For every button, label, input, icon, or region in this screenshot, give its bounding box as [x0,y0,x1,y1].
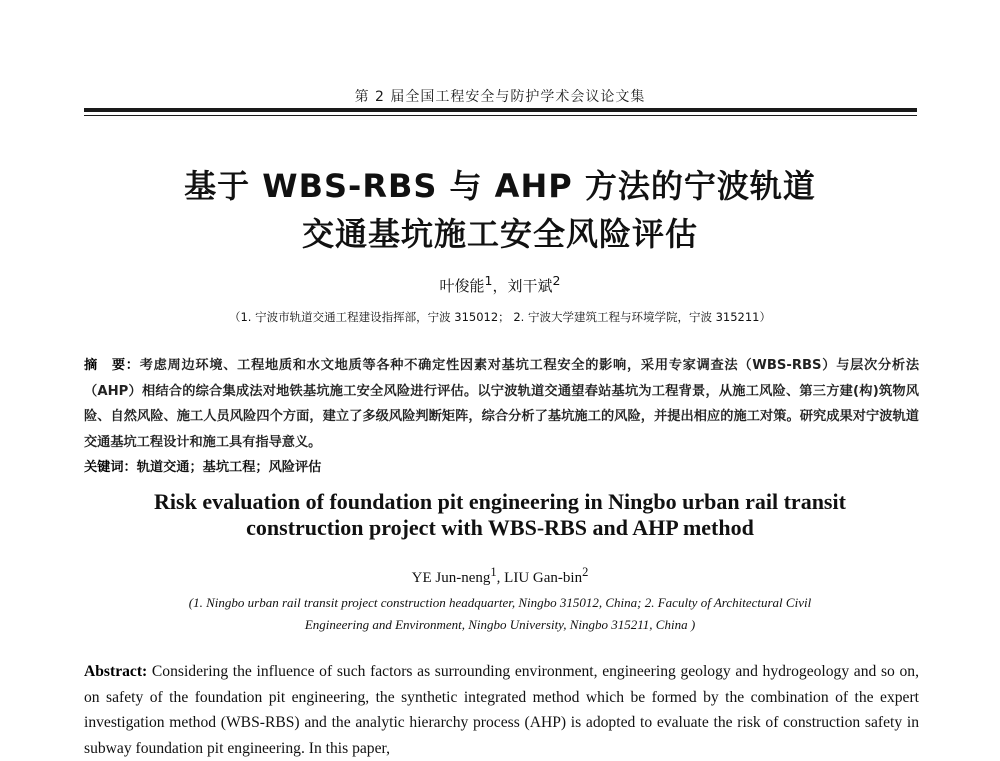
title-en-line1: Risk evaluation of foundation pit engineering in Ningbo urban rail transit [154,489,846,514]
abstract-cn [84,353,919,455]
title-en-line2: construction project with WBS-RBS and AHP method [246,515,754,540]
abstract-cn-text: 考虑周边环境、工程地质和水文地质等各种不确定性因素对基坑工程安全的影响，采用专家调查法（WBS-RBS）与层次分析法（AHP）相结合的综合集成法对地铁基坑施工安全风险进行评估。以宁波轨道交通望春站基坑为工程背景，从施工风险、第三方建(构)筑物风险、自然风险、施工人员风险四个方面，建立了多级风险判断矩阵，综合分析了基坑施工的风险，并提出相应的施工对策。研究成果对宁波轨道交通基坑工程设计和施工具有指导意义。 [84,358,920,450]
abstract-en-label: Abstract: [84,663,148,680]
author-cn-1-sup: 1 [484,273,493,288]
title-cn-line2: 交通基坑施工安全风险评估 [301,215,698,253]
paper-title-en [0,489,1000,541]
author-cn-1: 叶俊能 [439,277,485,295]
author-cn-2-sup: 2 [552,273,561,288]
title-cn-line1: 基于 WBS-RBS 与 AHP 方法的宁波轨道 [184,167,816,205]
author-en-2: LIU Gan-bin [504,570,583,586]
author-cn-separator: ， [492,277,508,295]
authors-cn [0,273,1000,296]
paper-title-cn [0,162,1000,258]
running-header: 第 2 届全国工程安全与防护学术会议论文集 [354,89,646,105]
abstract-en-text: Considering the influence of such factors as surrounding environment, engineering geology and hydrogeology and so on, on safety of the foundation pit engineering, the synthetic integrated method which be formed by the combination of the expert investigation method (WBS-RBS) and the analytic hierarchy process (AHP) is adopted to evaluate the risk of construction safety in subway foundation pit engineering. In this paper, [84,663,919,757]
author-en-separator: , [496,570,505,586]
header-rule-thin [84,115,917,116]
author-en-1-sup: 1 [490,565,497,579]
authors-en [0,565,1000,587]
affiliation-en [0,592,1000,636]
author-en-2-sup: 2 [582,565,589,579]
author-en-1: YE Jun-neng [411,570,491,586]
header-rule-thick [84,108,917,112]
affiliation-en-line2: Engineering and Environment, Ningbo University, Ningbo 315211, China ) [304,617,696,632]
keywords-cn-label: 关键词： [84,460,137,475]
keywords-cn [84,456,919,475]
author-cn-2: 刘干斌 [507,277,553,295]
abstract-cn-label: 摘 要： [84,358,140,373]
affiliation-en-line1: (1. Ningbo urban rail transit project construction headquarter, Ningbo 315012, China; 2. Faculty of Architectural Civil [188,595,812,610]
abstract-en [84,659,919,761]
keywords-cn-text: 轨道交通；基坑工程；风险评估 [136,460,322,475]
affiliation-cn: （1. 宁波市轨道交通工程建设指挥部，宁波 315012； 2. 宁波大学建筑工程与环境学院，宁波 315211） [228,310,772,324]
